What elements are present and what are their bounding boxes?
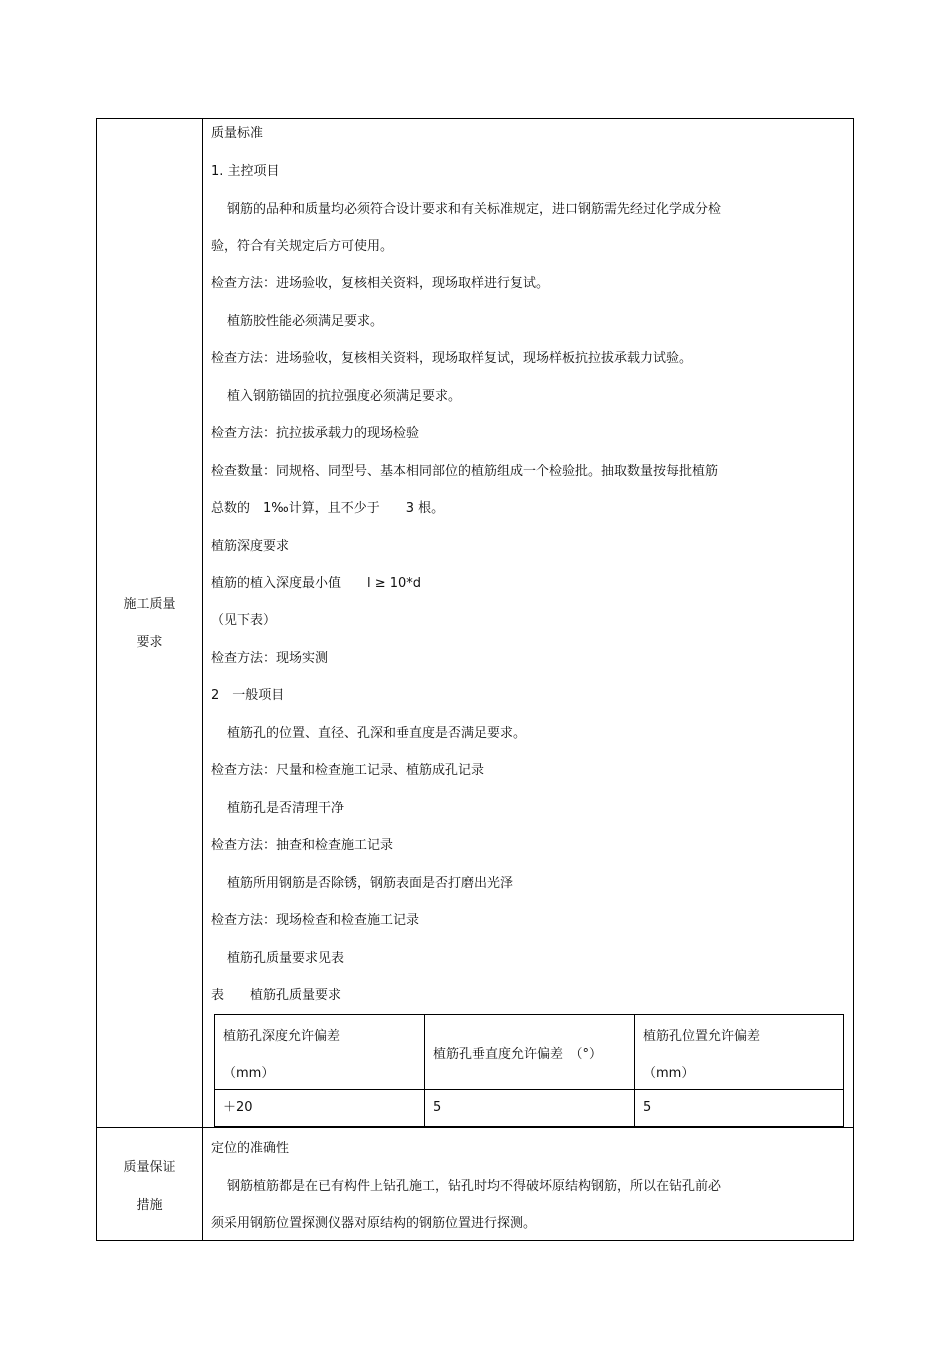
content-line: 总数的 1‰计算，且不少于 3 根。: [211, 501, 445, 516]
content-line: 检查方法：现场检查和检查施工记录: [211, 913, 420, 928]
content-line: 1. 主控项目: [211, 164, 280, 179]
table-cell: ＋20: [215, 1090, 425, 1127]
content-line: 定位的准确性: [211, 1141, 290, 1156]
content-line: 植筋胶性能必须满足要求。: [227, 314, 384, 329]
content-line: 2 一般项目: [211, 688, 285, 703]
content-line: 植入钢筋锚固的抗拉强度必须满足要求。: [227, 389, 462, 404]
content-line: 检查方法：尺量和检查施工记录、植筋成孔记录: [211, 763, 485, 778]
quality-requirements-sheet: [96, 118, 854, 1241]
content-line: 植筋所用钢筋是否除锈，钢筋表面是否打磨出光泽: [227, 876, 514, 891]
header-unit: （mm）: [223, 1066, 275, 1081]
content-line: 钢筋的品种和质量均必须符合设计要求和有关标准规定，进口钢筋需先经过化学成分检: [227, 202, 722, 217]
content-line: 植筋孔是否清理干净: [227, 801, 345, 816]
section-label-quality-assurance: [97, 1149, 202, 1225]
content-line: 钢筋植筋都是在已有构件上钻孔施工，钻孔时均不得破坏原结构钢筋，所以在钻孔前必: [227, 1179, 722, 1194]
table-row: [215, 1090, 844, 1127]
content-line: 检查方法：进场验收，复核相关资料，现场取样复试，现场样板抗拉拔承载力试验。: [211, 351, 693, 366]
header-unit: （mm）: [643, 1066, 695, 1081]
table-header-cell: [635, 1015, 844, 1090]
label-line: 施工质量: [123, 597, 176, 612]
content-line: （见下表）: [211, 613, 277, 628]
content-line: 检查方法：抗拉拔承载力的现场检验: [211, 426, 420, 441]
table-cell: 5: [635, 1090, 844, 1127]
content-line: 质量标准: [211, 126, 264, 141]
hole-quality-table: [214, 1014, 844, 1127]
content-line: 检查数量：同规格、同型号、基本相同部位的植筋组成一个检验批。抽取数量按每批植筋: [211, 464, 719, 479]
header-text: 植筋孔位置允许偏差: [643, 1029, 761, 1044]
content-line: 植筋深度要求: [211, 539, 290, 554]
content-line: 检查方法：现场实测: [211, 651, 329, 666]
content-line: 验，符合有关规定后方可使用。: [211, 239, 394, 254]
content-line: 植筋的植入深度最小值 l ≥ 10*d: [211, 576, 422, 591]
table-header-cell: [215, 1015, 425, 1090]
label-line: 措施: [136, 1198, 163, 1213]
section-label-construction-quality: [97, 586, 202, 662]
section-divider: [97, 1127, 853, 1128]
content-line: 检查方法：进场验收，复核相关资料，现场取样进行复试。: [211, 276, 550, 291]
table-caption: 表 植筋孔质量要求: [211, 988, 342, 1003]
content-line: 植筋孔的位置、直径、孔深和垂直度是否满足要求。: [227, 726, 527, 741]
content-line: 检查方法：抽查和检查施工记录: [211, 838, 394, 853]
label-line: 质量保证: [123, 1160, 176, 1175]
content-line: 植筋孔质量要求见表: [227, 951, 345, 966]
table-header-cell: [425, 1015, 635, 1090]
content-line: 须采用钢筋位置探测仪器对原结构的钢筋位置进行探测。: [211, 1216, 537, 1231]
header-text: 植筋孔垂直度允许偏差 （°）: [433, 1047, 603, 1062]
table-header-row: [215, 1015, 844, 1090]
label-line: 要求: [136, 635, 163, 650]
column-divider: [202, 119, 203, 1240]
header-text: 植筋孔深度允许偏差: [223, 1029, 341, 1044]
table-cell: 5: [425, 1090, 635, 1127]
